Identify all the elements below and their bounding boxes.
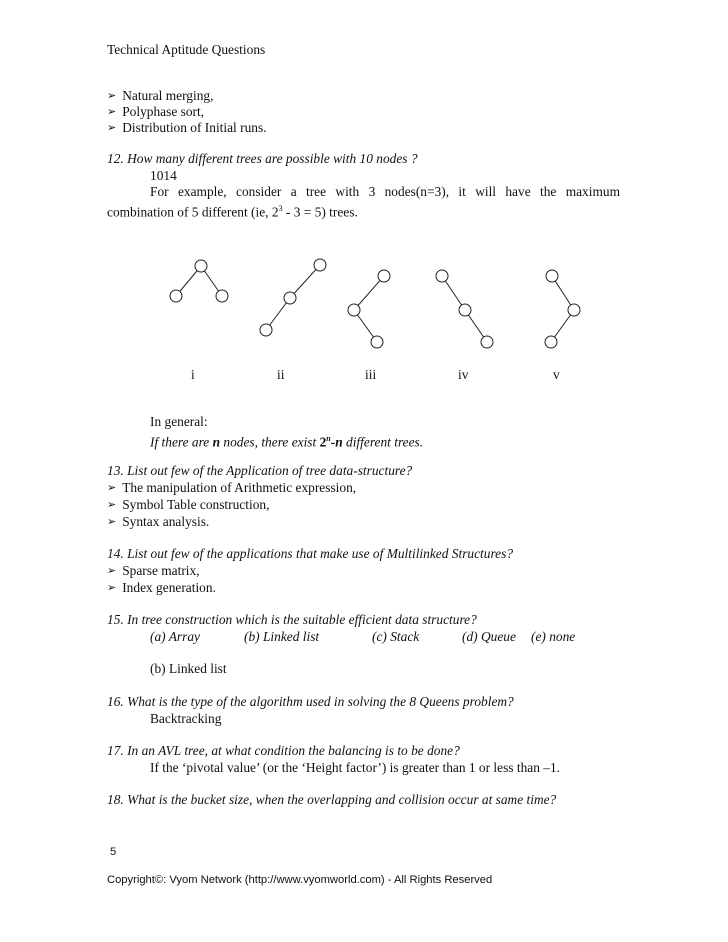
tree-iii — [348, 270, 390, 348]
answer-15: (b) Linked list — [150, 661, 227, 676]
copyright-notice: Copyright©: Vyom Network (http://www.vyomworld.com) - All Rights Reserved — [107, 874, 493, 886]
question-17: 17. In an AVL tree, at what condition the balancing is to be done? — [107, 743, 460, 758]
list-item: ➢ Syntax analysis. — [107, 514, 209, 531]
general-text-mid: nodes, there exist — [220, 434, 320, 450]
general-text-post: different trees. — [342, 434, 424, 450]
example-superscript: 3 — [278, 204, 283, 213]
general-formula-base: 2 — [319, 434, 327, 450]
tree-v — [545, 270, 580, 348]
option-a: (a) Array — [150, 629, 200, 644]
example-text-pre: combination of 5 different (ie, 2 — [107, 204, 279, 220]
option-e: (e) none — [531, 629, 576, 644]
option-c: (c) Stack — [372, 629, 420, 644]
list-item: ➢ Natural merging, — [107, 88, 213, 105]
answer-17: If the ‘pivotal value’ (or the ‘Height factor’) is greater than 1 or less than –1. — [150, 760, 560, 775]
answer-12: 1014 — [150, 168, 177, 183]
general-n: n — [212, 434, 221, 450]
general-label: In general: — [150, 414, 208, 429]
answer-16: Backtracking — [150, 711, 222, 726]
general-text-pre: If there are — [150, 434, 213, 450]
tree-iv — [436, 270, 493, 348]
tree-label: i — [191, 367, 195, 382]
list-item: ➢ Polyphase sort, — [107, 104, 204, 121]
question-12: 12. How many different trees are possible with 10 nodes ? — [107, 151, 418, 166]
list-item: ➢ Symbol Table construction, — [107, 497, 269, 514]
tree-label: iv — [458, 367, 469, 382]
list-item: ➢ Distribution of Initial runs. — [107, 120, 267, 137]
question-15: 15. In tree construction which is the suitable efficient data structure? — [107, 612, 477, 627]
tree-i — [170, 260, 228, 302]
example-text-post: - 3 = 5) trees. — [282, 204, 358, 220]
example-line-1: For example, consider a tree with 3 nodes(n=3), it will have the maximum — [150, 184, 620, 199]
list-item: ➢ The manipulation of Arithmetic expression, — [107, 480, 356, 497]
option-d: (d) Queue — [462, 629, 516, 644]
general-formula-sup: n — [326, 434, 331, 443]
question-18: 18. What is the bucket size, when the overlapping and collision occur at same time? — [107, 792, 557, 807]
general-statement — [150, 431, 423, 450]
tree-label: iii — [365, 367, 377, 382]
list-item: ➢ Index generation. — [107, 580, 216, 597]
list-item: ➢ Sparse matrix, — [107, 563, 200, 580]
page-number: 5 — [110, 846, 117, 858]
question-16: 16. What is the type of the algorithm used in solving the 8 Queens problem? — [107, 694, 514, 709]
tree-ii — [260, 259, 326, 336]
tree-label: ii — [277, 367, 285, 382]
question-14: 14. List out few of the applications that make use of Multilinked Structures? — [107, 546, 514, 561]
option-b: (b) Linked list — [244, 629, 320, 644]
tree-label: v — [553, 367, 560, 382]
general-formula-tail: -n — [330, 434, 343, 450]
page-header: Technical Aptitude Questions — [107, 42, 266, 57]
question-13: 13. List out few of the Application of tree data-structure? — [107, 463, 413, 478]
